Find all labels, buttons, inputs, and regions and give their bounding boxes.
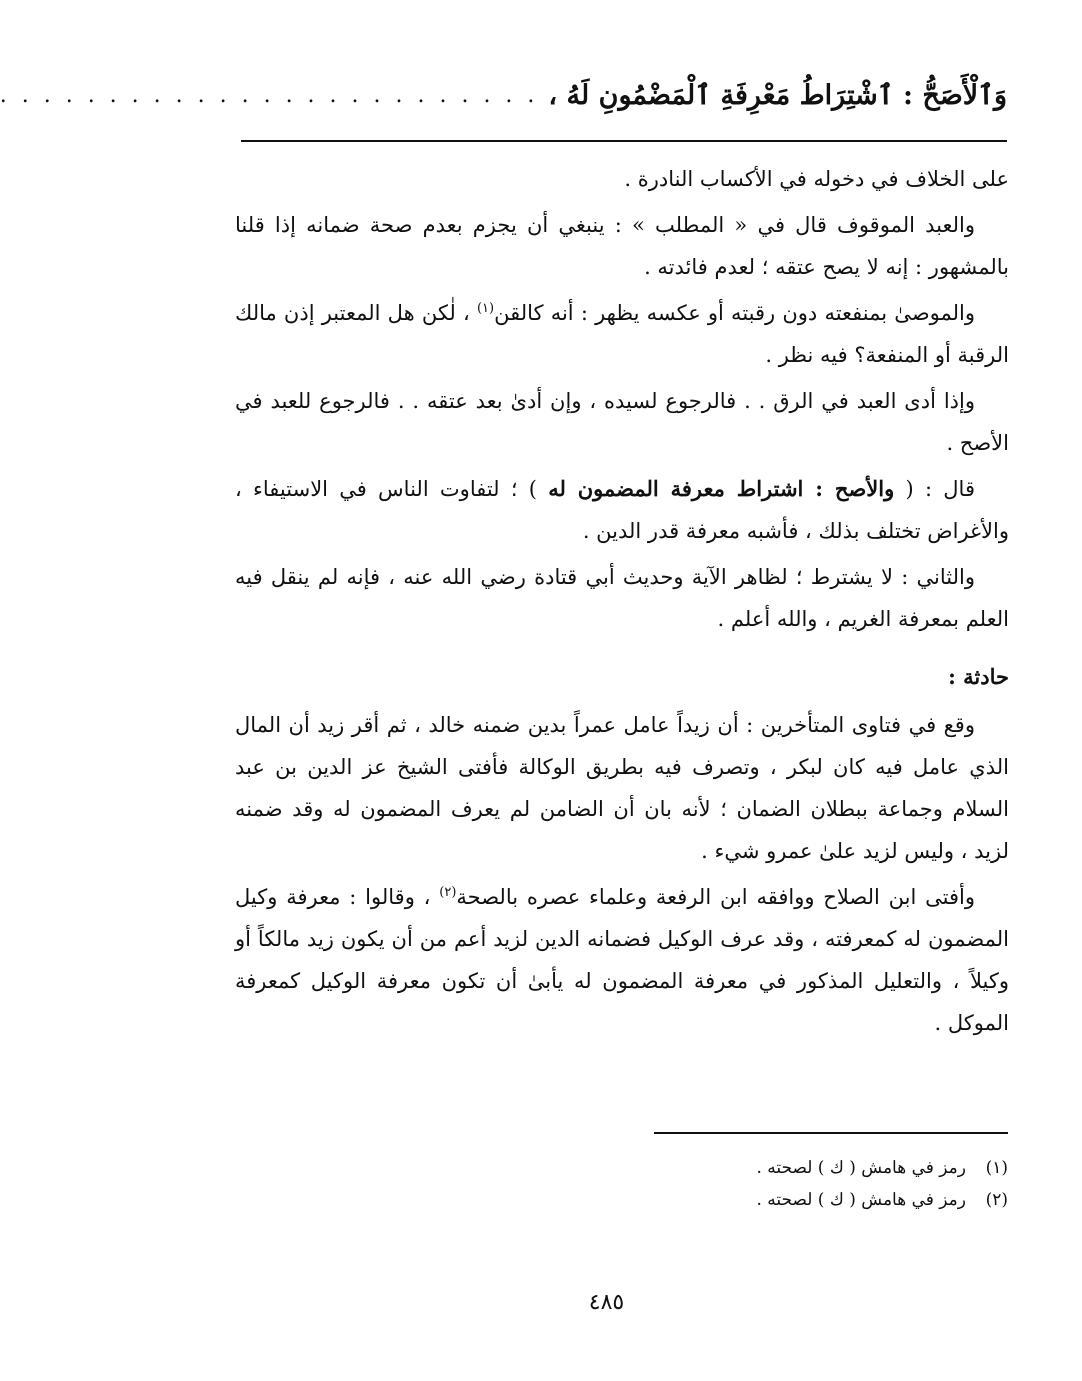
paragraph-5 [235,468,1009,552]
paragraph-8-part-a: وأفتى ابن الصلاح ووافقه ابن الرفعة وعلماء عصره بالصحة [456,885,975,909]
running-header [0,70,1007,120]
footnote-text: رمز في هامش ( ك ) لصحته . [756,1190,966,1210]
paragraph-4: وإذا أدى العبد في الرق . . فالرجوع لسيده ، وإن أدىٰ بعد عتقه . . فالرجوع للعبد في الأصح . [235,389,1009,455]
header-dot-leader: . . . . . . . . . . . . . . . . . . . . . . . . . [0,82,539,108]
footnote [508,1152,1008,1184]
section-heading: حادثة : [948,664,1009,689]
paragraph-7: وقع في فتاوى المتأخرين : أن زيداً عامل عمراً بدين ضمنه خالد ، ثم أقر زيد أن المال الذي عامل فيه كان لبكر ، وتصرف فيه بطريق الوكالة فأفتى الشيخ عز الدين بن عبد السلام وجماعة ببطلان الضمان ؛ لأنه بان أن الضامن لم يعرف المضمون له وقد ضمنه لزيد ، وليس لزيد علىٰ عمرو شيء . [235,713,1009,863]
footnote-ref-2: (٢) [439,885,457,900]
footnote-divider [654,1132,1008,1134]
paragraph-5-part-b: ) ؛ لتفاوت الناس في الاستيفاء ، والأغراض تختلف بذلك ، فأشبه معرفة قدر الدين . [235,477,1009,543]
paragraph-8 [235,876,1009,1044]
header-title: وَٱلْأَصَحُّ : ٱشْتِرَاطُ مَعْرِفَةِ ٱلْمَضْمُونِ لَهُ ، [548,79,1007,111]
paragraph-3-part-a: والموصىٰ بمنفعته دون رقبته أو عكسه يظهر : أنه كالقن [494,301,976,325]
paragraph-3 [235,292,1009,376]
matn-quote: والأصح : اشتراط معرفة المضمون له [548,476,895,501]
paragraph-5-part-a: قال : ( [894,477,975,501]
paragraph-3-part-b: ، لٰكن هل المعتبر إذن مالك الرقبة أو المنفعة؟ فيه نظر . [235,301,1009,367]
paragraph-2: والعبد الموقوف قال في « المطلب » : ينبغي أن يجزم بعدم صحة ضمانه إذا قلنا بالمشهور : إنه لا يصح عتقه ؛ لعدم فائدته . [235,213,1009,279]
main-text [235,158,1009,1048]
footnote [508,1184,1008,1216]
footnote-number: (١) [985,1158,1008,1178]
footnote-ref-1: (١) [476,301,495,316]
footnote-number: (٢) [985,1190,1008,1210]
paragraph-6: والثاني : لا يشترط ؛ لظاهر الآية وحديث أبي قتادة رضي الله عنه ، فإنه لم ينقل فيه العلم بمعرفة الغريم ، والله أعلم . [235,565,1009,631]
paragraph-1: على الخلاف في دخوله في الأكساب النادرة . [624,167,1009,191]
footnote-text: رمز في هامش ( ك ) لصحته . [756,1158,966,1178]
paragraph-8-part-b: ، وقالوا : معرفة وكيل المضمون له كمعرفته ، وقد عرف الوكيل فضمانه الدين لزيد أعم من أن يكون زيد مالكاً أو وكيلاً ، والتعليل المذكور في معرفة المضمون له يأبىٰ أن تكون معرفة الوكيل كمعرفة الموكل . [235,885,1009,1035]
page-number: ٤٨٥ [588,1290,625,1315]
header-divider [241,140,1007,142]
footnotes [508,1152,1008,1216]
